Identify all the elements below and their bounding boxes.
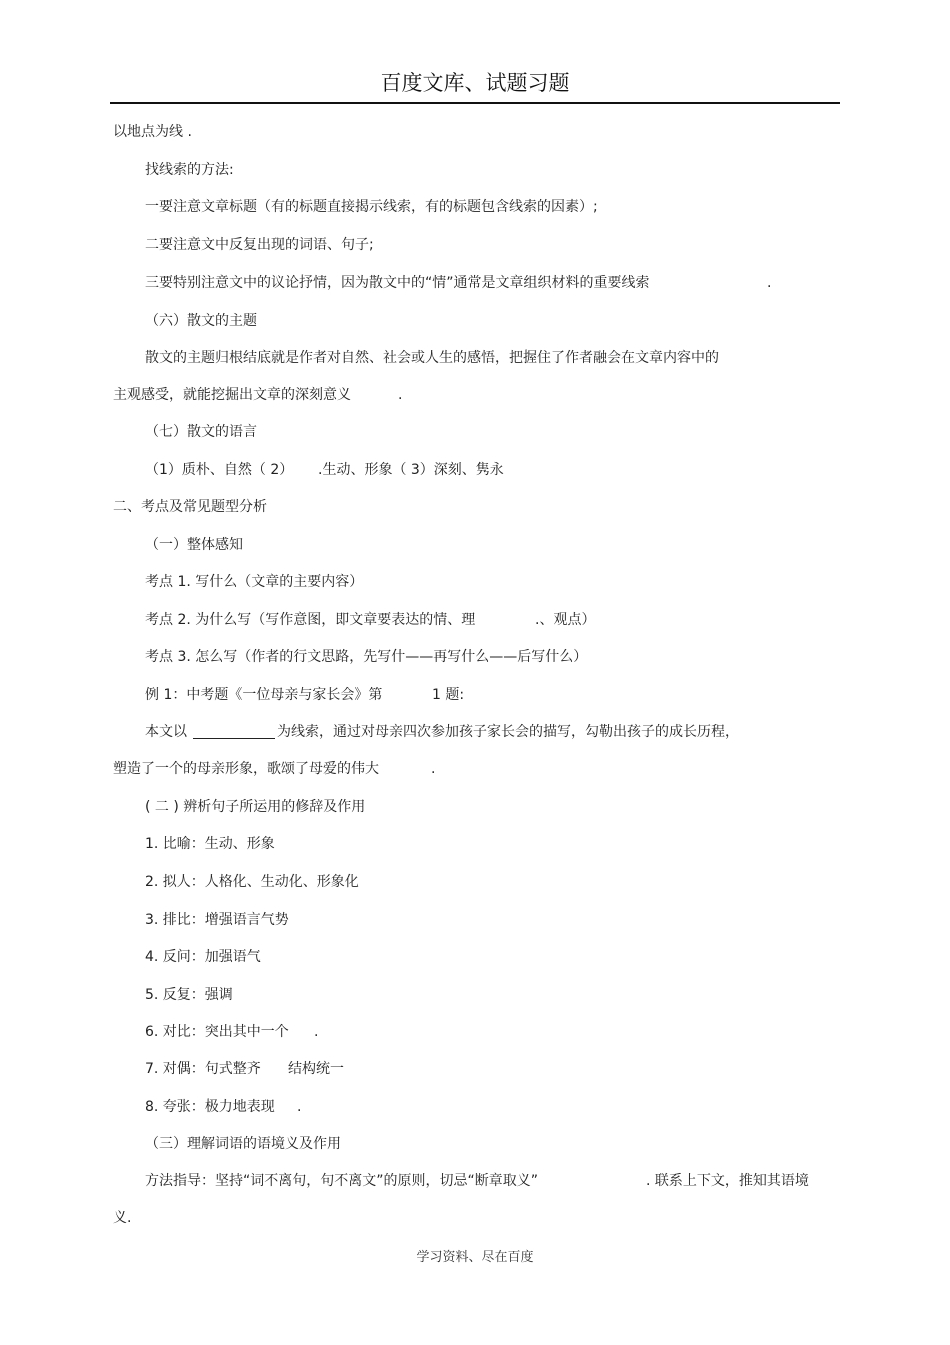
text-segment: 为线索，通过对母亲四次参加孩子家长会的描写，勾勒出孩子的成长历程，	[277, 724, 739, 740]
text-line: 1 题:	[432, 687, 465, 703]
text-line: 找线索的方法:	[145, 162, 234, 178]
text-line: 考点 1. 写什么（文章的主要内容）	[145, 574, 364, 590]
list-item: 1. 比喻：生动、形象	[145, 836, 275, 852]
text-line: 主观感受，就能挖掘出文章的深刻意义	[113, 387, 351, 403]
text-line	[145, 722, 739, 742]
text-line: . 联系上下文，推知其语境	[646, 1173, 809, 1189]
section-heading: （七）散文的语言	[145, 424, 257, 440]
page-footer: 学习资料、尽在百度	[416, 1250, 534, 1265]
text-line: （1）质朴、自然（ 2）	[145, 462, 294, 478]
text-line: 考点 2. 为什么写（写作意图，即文章要表达的情、理	[145, 612, 476, 628]
page-title: 百度文库、试题习题	[380, 71, 570, 95]
text-line: 方法指导：坚持“词不离句，句不离文”的原则，切忌“断章取义”	[145, 1173, 539, 1189]
list-item: 4. 反问：加强语气	[145, 949, 261, 965]
text-segment: 本文以	[145, 724, 187, 740]
text-line: 以地点为线 .	[113, 124, 192, 140]
section-heading: ( 二 ) 辨析句子所运用的修辞及作用	[145, 799, 366, 815]
text-line: .	[398, 387, 403, 403]
page-header	[110, 68, 840, 104]
text-line: .	[297, 1099, 302, 1115]
text-line: .	[767, 275, 772, 291]
section-heading: （三）理解词语的语境义及作用	[145, 1136, 341, 1152]
list-item: 8. 夸张：极力地表现	[145, 1099, 275, 1115]
fill-in-blank	[193, 724, 275, 739]
text-line: 塑造了一个的母亲形象，歌颂了母爱的伟大	[113, 761, 379, 777]
text-line: 散文的主题归根结底就是作者对自然、社会或人生的感悟，把握住了作者融会在文章内容中的	[145, 350, 719, 366]
text-line: 例 1：中考题《一位母亲与家长会》第	[145, 687, 383, 703]
section-heading: （六）散文的主题	[145, 313, 257, 329]
list-item: 7. 对偶：句式整齐	[145, 1061, 261, 1077]
text-line: 一要注意文章标题（有的标题直接揭示线索，有的标题包含线索的因素）;	[145, 199, 598, 215]
text-line: 三要特别注意文中的议论抒情，因为散文中的“情”通常是文章组织材料的重要线索	[145, 275, 650, 291]
text-line: .、观点）	[535, 612, 596, 628]
text-line: 二要注意文中反复出现的词语、句子;	[145, 237, 374, 253]
section-heading: 二、考点及常见题型分析	[113, 499, 267, 515]
list-item: 2. 拟人：人格化、生动化、形象化	[145, 874, 359, 890]
text-line: 考点 3. 怎么写（作者的行文思路，先写什——再写什么——后写什么）	[145, 649, 588, 665]
text-line: .	[431, 761, 436, 777]
list-item: 3. 排比：增强语言气势	[145, 912, 289, 928]
text-line: 结构统一	[288, 1061, 344, 1077]
section-heading: （一）整体感知	[145, 537, 243, 553]
list-item: 6. 对比：突出其中一个	[145, 1024, 289, 1040]
text-line: 义.	[113, 1210, 132, 1226]
text-line: .生动、形象（ 3）深刻、隽永	[318, 462, 504, 478]
list-item: 5. 反复：强调	[145, 987, 233, 1003]
text-line: .	[314, 1024, 319, 1040]
